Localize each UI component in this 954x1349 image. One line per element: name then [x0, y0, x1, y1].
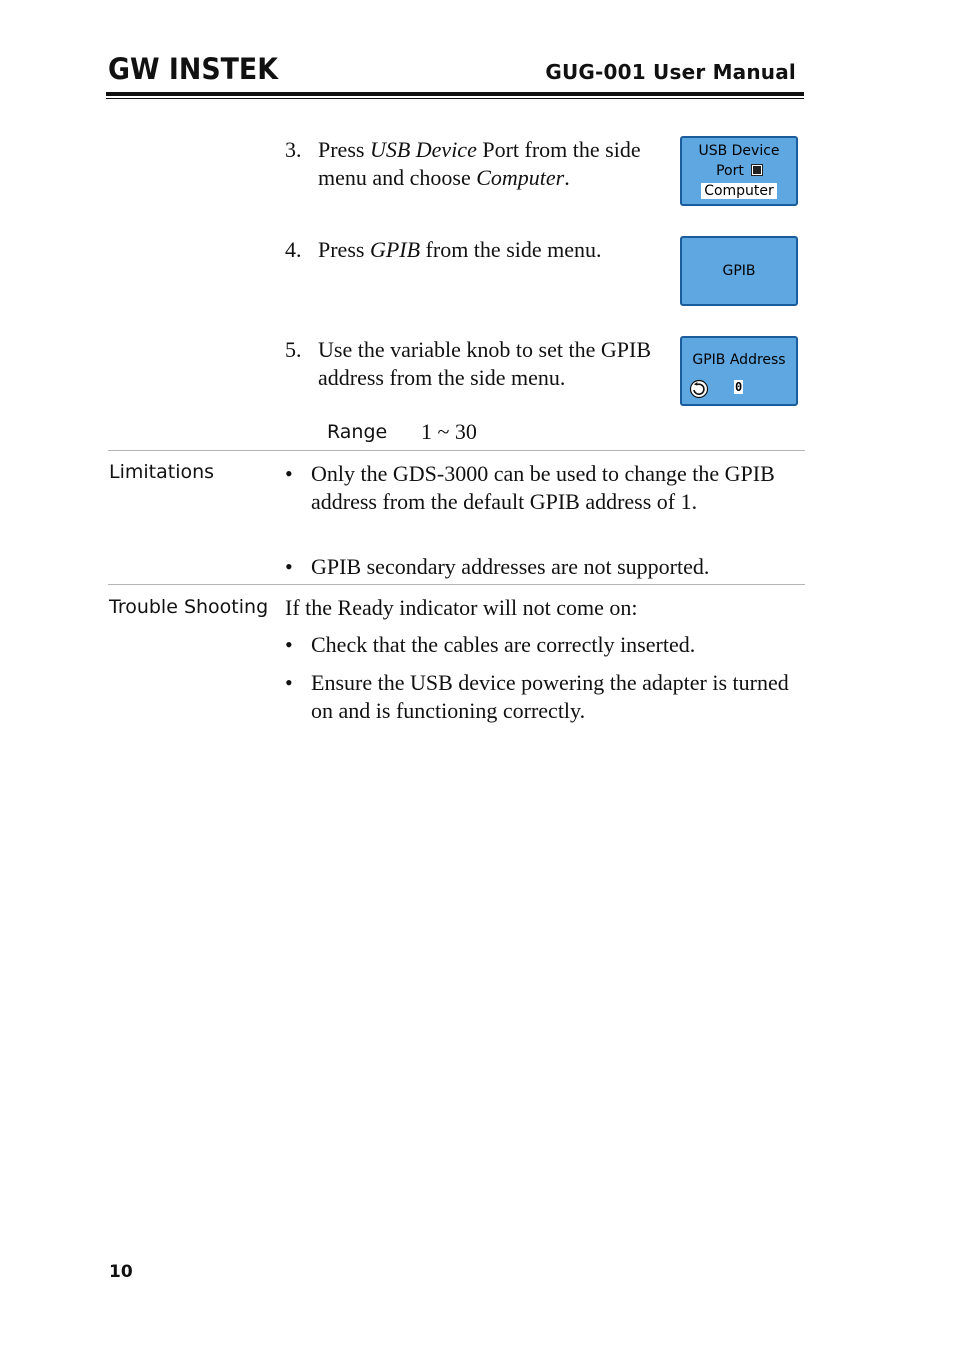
- list-item: [285, 553, 790, 581]
- bullet-icon: •: [285, 461, 293, 486]
- header-rule-thick: [106, 92, 804, 96]
- selected-option: Computer: [701, 183, 777, 199]
- list-item: [285, 460, 790, 516]
- usb-device-port-button[interactable]: [680, 136, 798, 206]
- gpib-address-label: GPIB Address: [692, 352, 786, 368]
- list-item-text: Ensure the USB device powering the adapter is turned on and is functioning correctly.: [311, 670, 789, 723]
- list-item-text: GPIB secondary addresses are not supported.: [311, 554, 710, 579]
- list-item: [285, 669, 790, 725]
- step-3: [285, 136, 675, 192]
- gpib-label: GPIB: [722, 263, 756, 279]
- list-item-text: Only the GDS-3000 can be used to change the GPIB address from the default GPIB address of 1.: [311, 461, 775, 514]
- page-number: 10: [109, 1262, 133, 1282]
- list-item: [285, 631, 790, 659]
- trouble-shooting-label: Trouble Shooting: [109, 596, 269, 618]
- section-divider: [108, 450, 805, 451]
- usb-device-label: USB Device: [698, 143, 780, 159]
- step-number: 4.: [285, 237, 302, 262]
- selector-square-icon: [752, 165, 762, 175]
- bullet-icon: •: [285, 670, 293, 695]
- step-text: Use the variable knob to set the GPIB address from the side menu.: [318, 337, 651, 390]
- gw-instek-logo: [108, 52, 280, 84]
- bullet-icon: •: [285, 632, 293, 657]
- range-value: 1 ~ 30: [421, 419, 477, 444]
- step-4: [285, 236, 675, 264]
- step-text: Press USB Device Port from the side menu and choose Computer.: [318, 137, 641, 190]
- gpib-button[interactable]: [680, 236, 798, 306]
- section-divider: [108, 584, 805, 585]
- step-text: Press GPIB from the side menu.: [318, 237, 602, 262]
- step-number: 3.: [285, 137, 302, 162]
- step-5: [285, 336, 675, 392]
- variable-knob-icon: [689, 379, 709, 399]
- list-item-text: Check that the cables are correctly inserted.: [311, 632, 696, 657]
- manual-title: GUG-001 User Manual: [545, 60, 796, 84]
- range-label: Range: [327, 421, 388, 443]
- selected-option-row: [682, 183, 796, 199]
- trouble-intro: If the Ready indicator will not come on:: [285, 595, 638, 620]
- step-number: 5.: [285, 337, 302, 362]
- header-rule-thin: [106, 98, 804, 99]
- gpib-address-button[interactable]: [680, 336, 798, 406]
- bullet-icon: •: [285, 554, 293, 579]
- gpib-address-value: 0: [735, 380, 743, 394]
- svg-text:GW INSTEK: GW INSTEK: [108, 52, 280, 84]
- limitations-label: Limitations: [109, 461, 215, 483]
- port-label-row: Port: [682, 163, 796, 179]
